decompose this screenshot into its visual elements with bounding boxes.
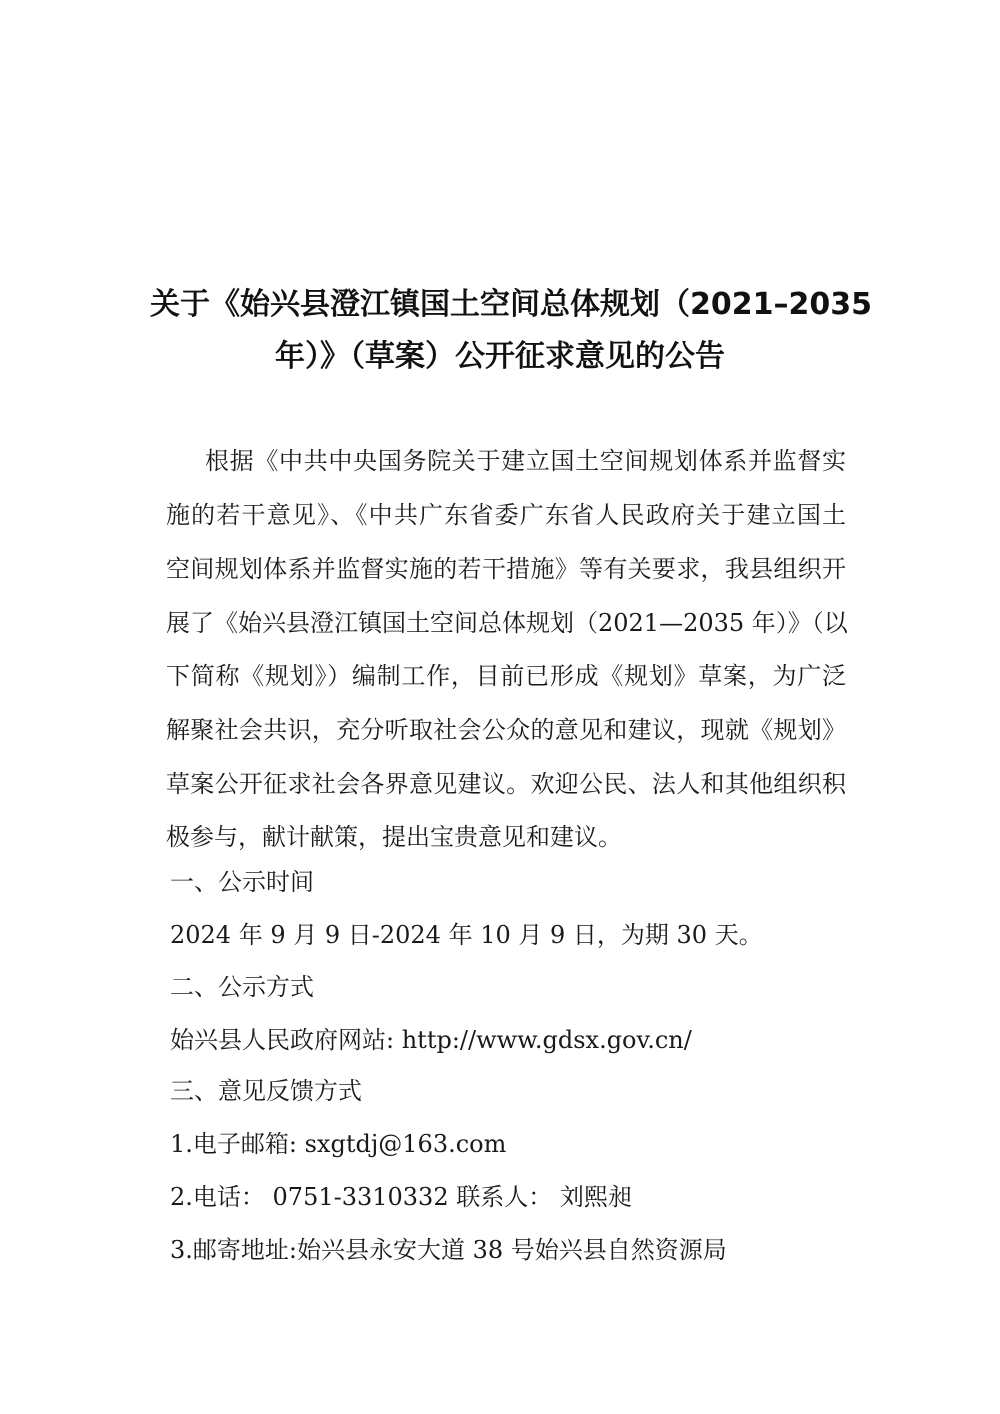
method-value: 始兴县人民政府网站: http://www.gdsx.gov.cn/ <box>170 1026 692 1054</box>
time-value: 2024 年 9 月 9 日-2024 年 10 月 9 日，为期 30 天。 <box>170 921 763 949</box>
intro-line: 解聚社会共识，充分听取社会公众的意见和建议，现就《规划》 <box>166 716 846 744</box>
intro-line: 展了《始兴县澄江镇国土空间总体规划（2021—2035 年）》（以 <box>166 609 848 637</box>
section-heading-feedback: 三、意见反馈方式 <box>170 1077 362 1105</box>
feedback-email: 1.电子邮箱: sxgtdj@163.com <box>170 1130 507 1158</box>
section-heading-time: 一、公示时间 <box>170 868 314 896</box>
intro-line: 施的若干意见》、《中共广东省委广东省人民政府关于建立国土 <box>166 501 846 529</box>
notice-title-line-2: 年）》（草案）公开征求意见的公告 <box>275 339 725 374</box>
intro-line: 极参与，献计献策，提出宝贵意见和建议。 <box>166 823 622 851</box>
intro-line: 下简称《规划》）编制工作，目前已形成《规划》草案，为广泛 <box>166 662 846 690</box>
intro-line: 根据《中共中央国务院关于建立国土空间规划体系并监督实 <box>205 447 846 475</box>
notice-title-line-1: 关于《始兴县澄江镇国土空间总体规划（2021–2035 <box>150 287 872 322</box>
intro-line: 空间规划体系并监督实施的若干措施》等有关要求，我县组织开 <box>166 555 846 583</box>
intro-line: 草案公开征求社会各界意见建议。欢迎公民、法人和其他组织积 <box>166 770 846 798</box>
feedback-address: 3.邮寄地址:始兴县永安大道 38 号始兴县自然资源局 <box>170 1236 727 1264</box>
feedback-phone: 2.电话： 0751-3310332 联系人： 刘熙昶 <box>170 1183 632 1211</box>
section-heading-method: 二、公示方式 <box>170 973 314 1001</box>
